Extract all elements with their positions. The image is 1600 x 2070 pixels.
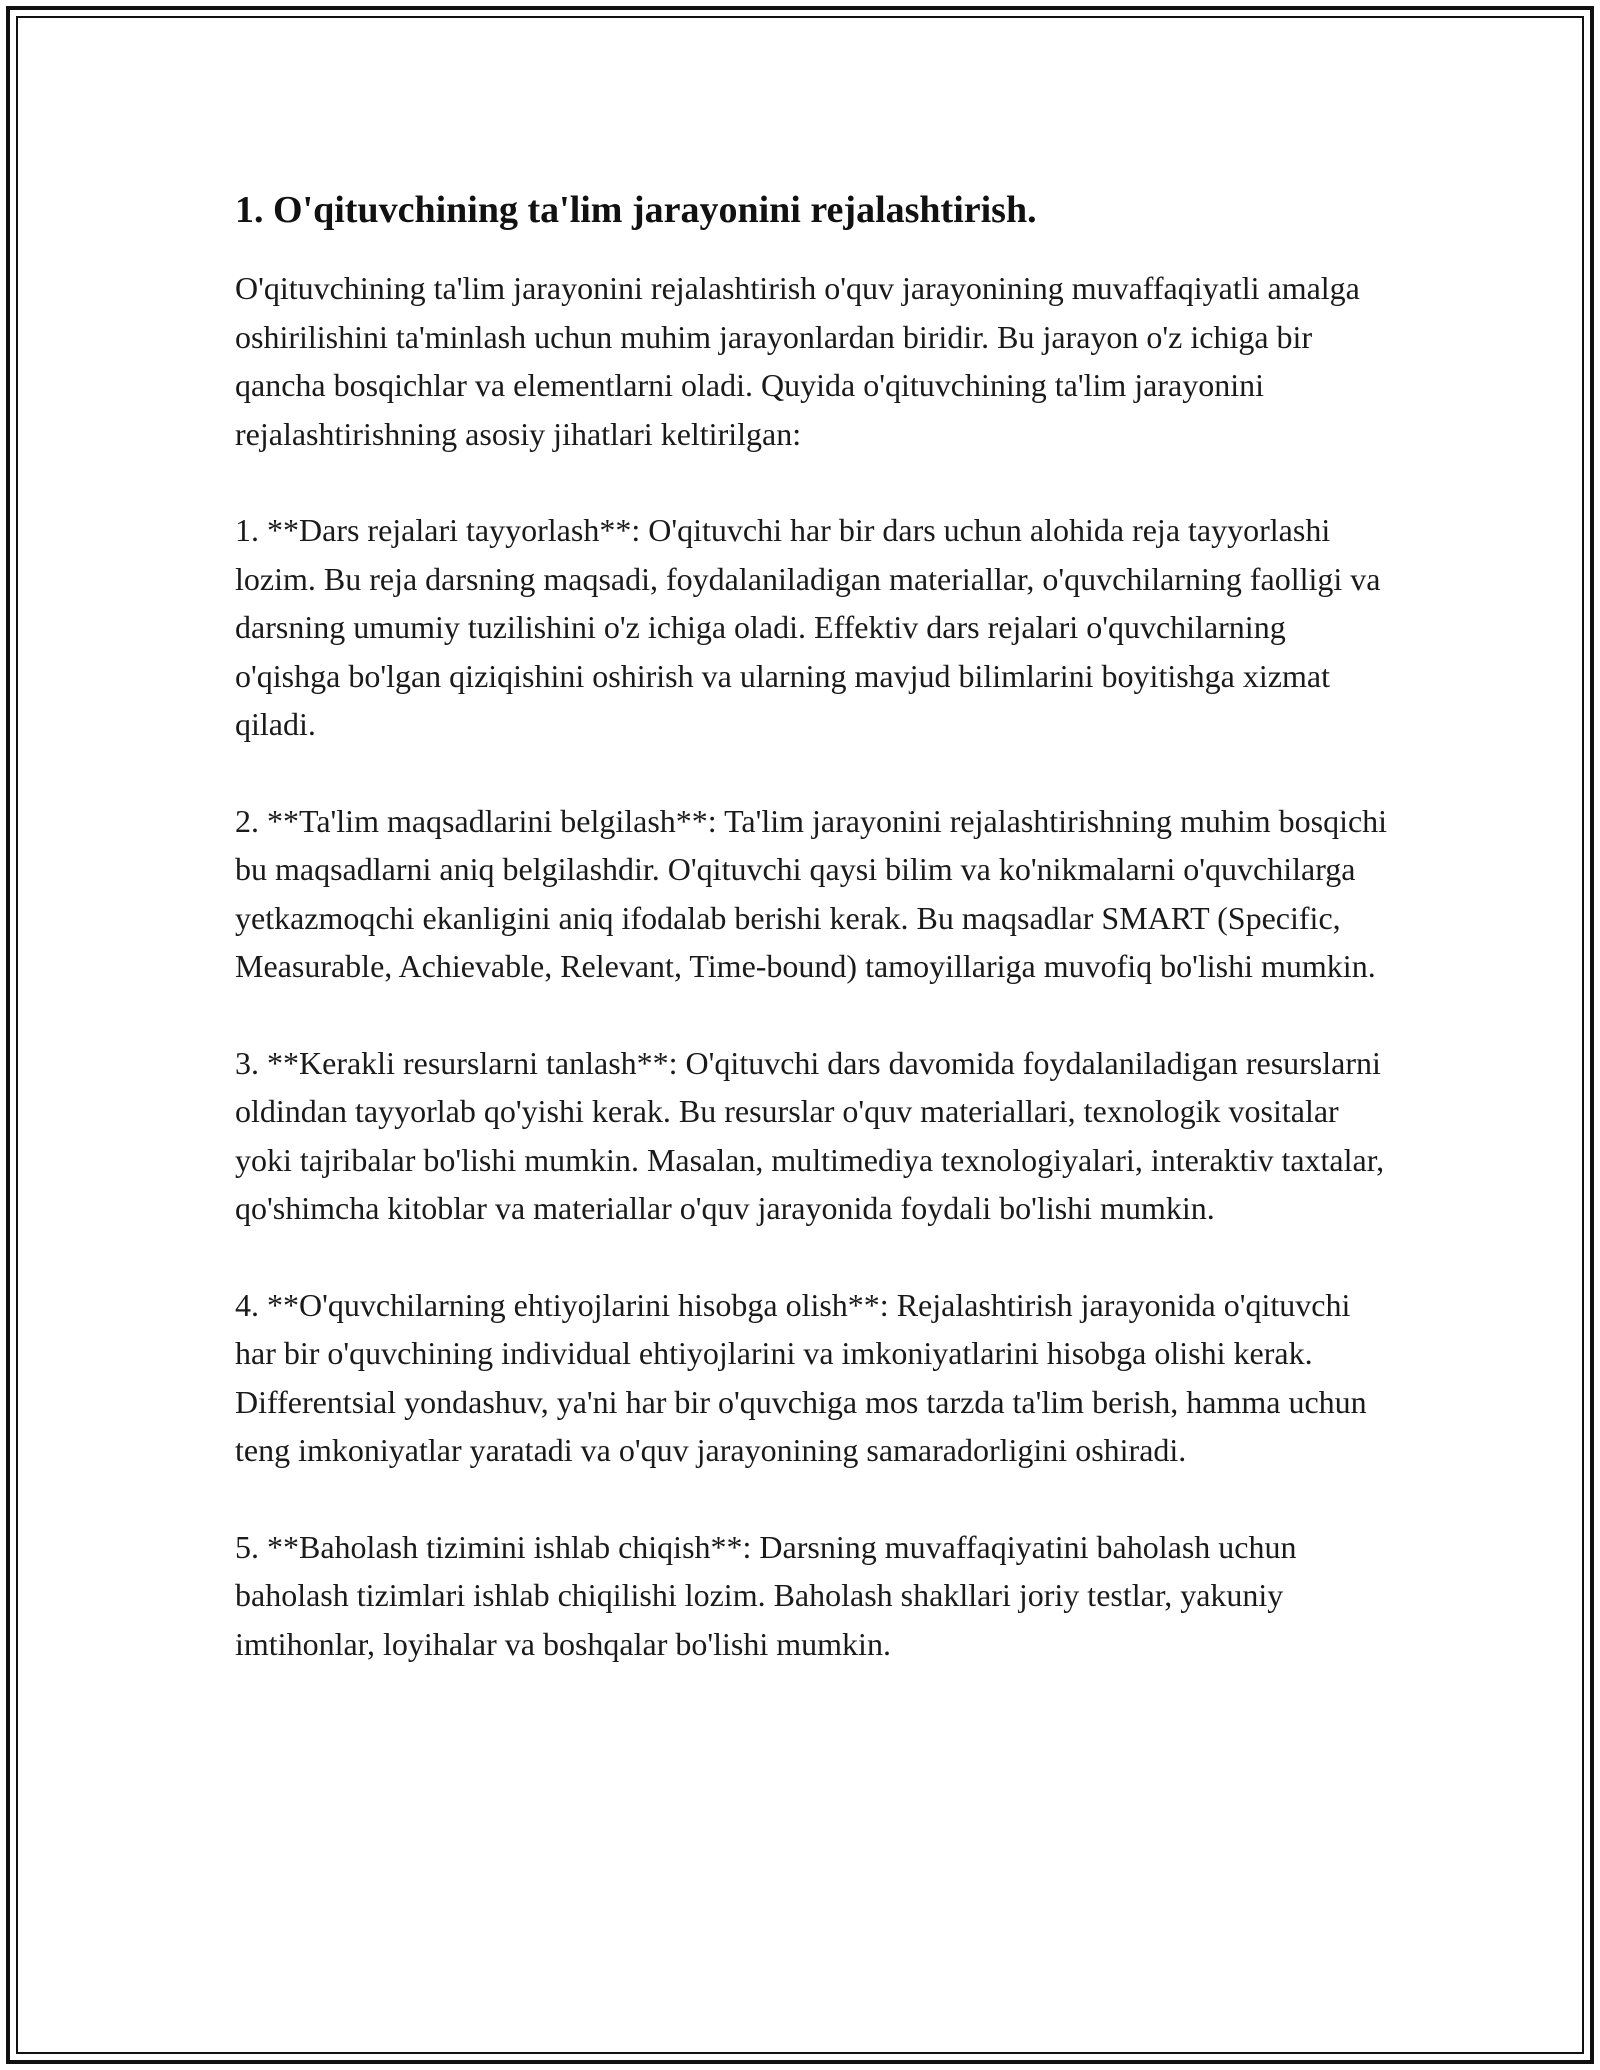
document-title: 1. O'qituvchining ta'lim jarayonini rejalashtirish. bbox=[235, 189, 1037, 231]
list-item-4-paragraph: 4. **O'quvchilarning ehtiyojlarini hisobga olish**: Rejalashtirish jarayonida o'qituvchi har bir o'quvchining individual ehtiyojlarini va imkoniyatlarini hisobga olishi kerak. Differentsial yondashuv, ya'ni har bir o'quvchiga mos tarzda ta'lim berish, hamma uchun teng imkoniyatlar yaratadi va o'quv jarayonining samaradorligini oshiradi. bbox=[235, 1286, 1367, 1468]
list-item-5-paragraph: 5. **Baholash tizimini ishlab chiqish**: Darsning muvaffaqiyatini baholash uchun baholash tizimlari ishlab chiqilishi lozim. Baholash shakllari joriy testlar, yakuniy imtihonlar, loyihalar va boshqalar bo'lishi mumkin. bbox=[235, 1528, 1297, 1662]
list-item-1-paragraph: 1. **Dars rejalari tayyorlash**: O'qituvchi har bir dars uchun alohida reja tayyorlashi lozim. Bu reja darsning maqsadi, foydalaniladigan materiallar, o'quvchilarning faolligi va darsning umumiy tuzilishini o'z ichiga oladi. Effektiv dars rejalari o'quvchilarning o'qishga bo'lgan qiziqishini oshirish va ularning mavjud bilimlarini boyitishga xizmat qiladi. bbox=[235, 512, 1381, 742]
intro-paragraph: O'qituvchining ta'lim jarayonini rejalashtirish o'quv jarayonining muvaffaqiyatli amalga oshirilishini ta'minlash uchun muhim jarayonlardan biridir. Bu jarayon o'z ichiga bir qancha bosqichlar va elementlarni oladi. Quyida o'qituvchining ta'lim jarayonini rejalashtirishning asosiy jihatlari keltirilgan: bbox=[235, 270, 1360, 452]
document-body bbox=[235, 186, 1395, 1716]
list-item-3-paragraph: 3. **Kerakli resurslarni tanlash**: O'qituvchi dars davomida foydalaniladigan resurslarni oldindan tayyorlab qo'yishi kerak. Bu resurslar o'quv materiallari, texnologik vositalar yoki tajribalar bo'lishi mumkin. Masalan, multimediya texnologiyalari, interaktiv taxtalar, qo'shimcha kitoblar va materiallar o'quv jarayonida foydali bo'lishi mumkin. bbox=[235, 1044, 1385, 1226]
list-item-2-paragraph: 2. **Ta'lim maqsadlarini belgilash**: Ta'lim jarayonini rejalashtirishning muhim bosqichi bu maqsadlarni aniq belgilashdir. O'qituvchi qaysi bilim va ko'nikmalarni o'quvchilarga yetkazmoqchi ekanligini aniq ifodalab berishi kerak. Bu maqsadlar SMART (Specific, Measurable, Achievable, Relevant, Time-bound) tamoyillariga muvofiq bo'lishi mumkin. bbox=[235, 802, 1388, 984]
